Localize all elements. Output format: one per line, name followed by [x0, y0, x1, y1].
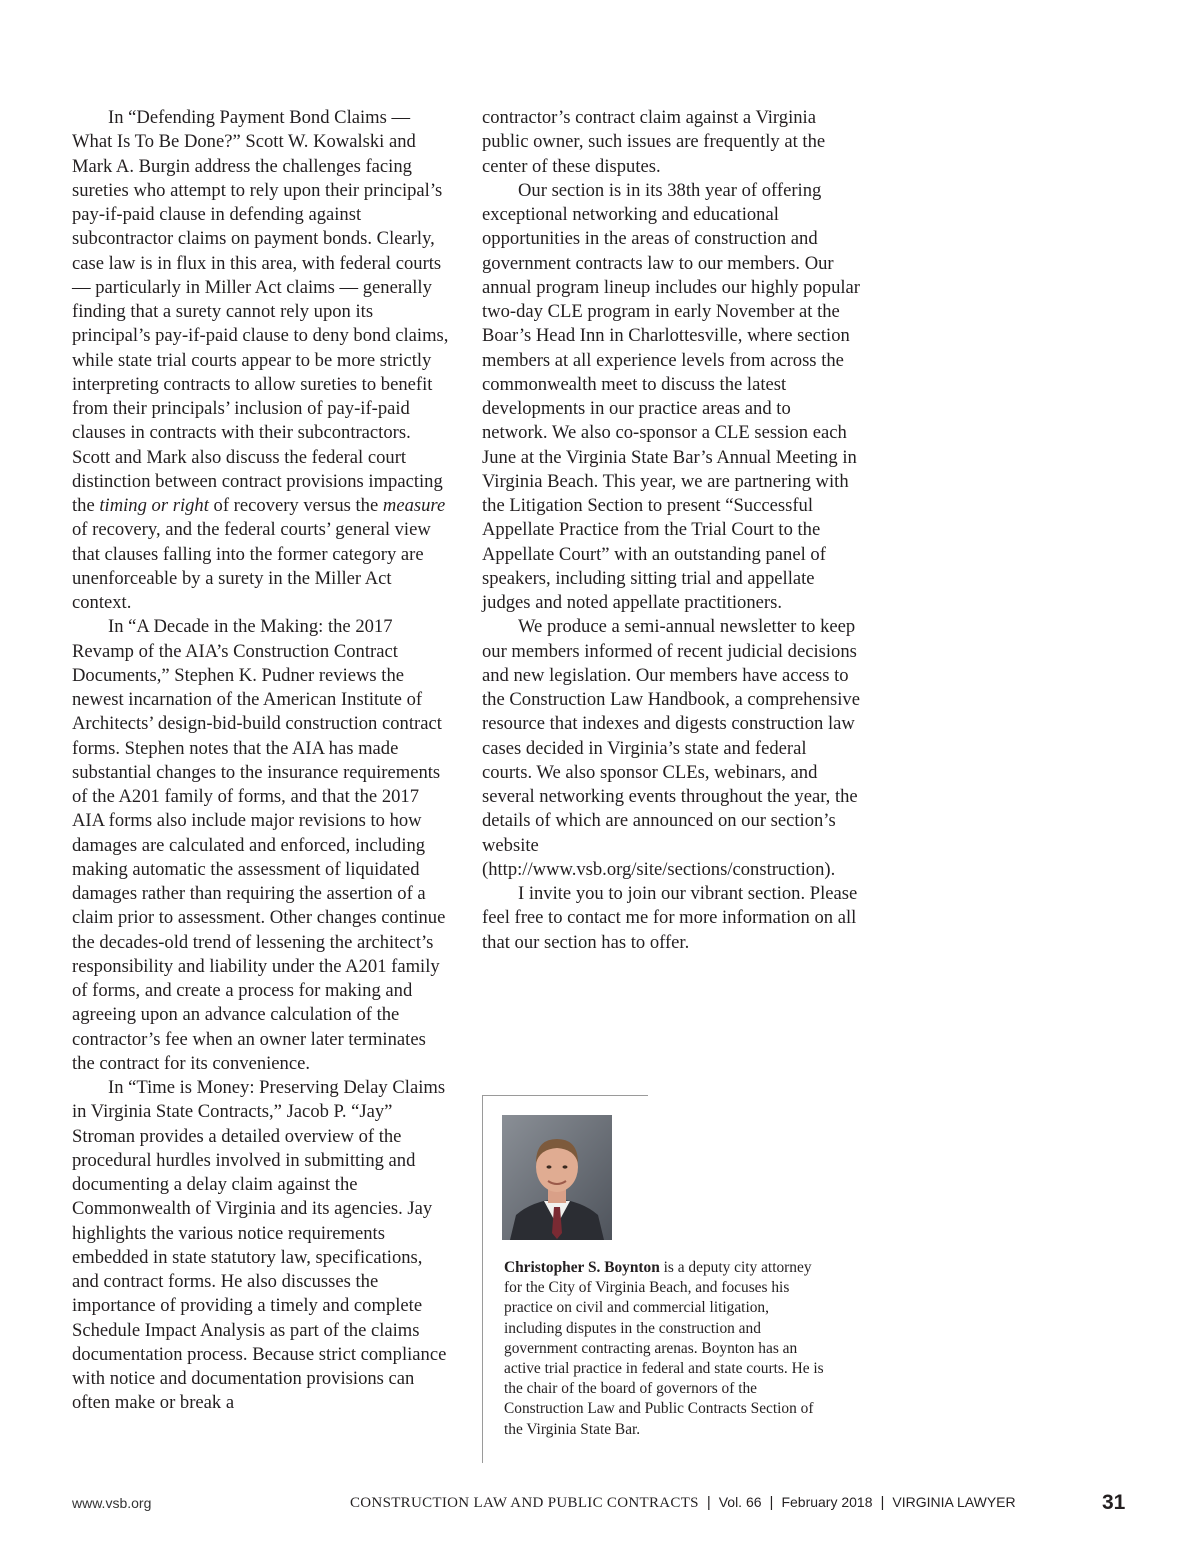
author-bio-text: is a deputy city attorney for the City of Virginia Beach, and focuses his practice on civil and commercial litigation, including disputes in the construction and government contracting arenas. Boynton has an active trial practice in federal and state courts. He is the chair of the board of governors of the Construction Law and Public Contracts Section of the Virginia State Bar.	[504, 1259, 824, 1438]
footer-volume: Vol. 66	[718, 1494, 762, 1510]
paragraph-aia-revamp: In “A Decade in the Making: the 2017 Revamp of the AIA’s Construction Contract Documents,” Stephen K. Pudner reviews the newest incarnation of the American Institute of Architects’ design-bid-build construction contract forms. Stephen notes that the AIA has made substantial changes to the insurance requirements of the A201 family of forms, and that the 2017 AIA forms also include major revisions to how damages are calculated and enforced, including making automatic the assessment of liquidated damages rather than requiring the assertion of a claim prior to assessment. Other changes continue the decades-old trend of lessening the architect’s responsibility and liability under the A201 family of forms, and create a process for making and agreeing upon an advance calculation of the contractor’s fee when an owner later terminates the contract for its convenience.	[72, 616, 446, 1074]
page-footer	[0, 1492, 1200, 1522]
bio-top-rule	[483, 1095, 648, 1096]
author-bio	[504, 1258, 824, 1440]
footer-separator: |	[880, 1494, 885, 1511]
left-column	[72, 106, 450, 1416]
footer-running-title	[350, 1494, 1016, 1512]
author-bio-box	[482, 1095, 823, 1463]
paragraph-continued: contractor’s contract claim against a Virginia public owner, such issues are frequently at the center of these disputes.	[482, 107, 826, 177]
right-column	[482, 106, 860, 955]
paragraph-defending-payment-bond: In “Defending Payment Bond Claims — What Is To Be Done?” Scott W. Kowalski and Mark A. Burgin address the challenges facing sureties who attempt to rely upon their principal’s pay-if-paid clause in defending against subcontractor claims on payment bonds. Clearly, case law is in flux in this area, with federal courts — particularly in Miller Act claims — generally finding that a surety cannot rely upon its principal’s pay-if-paid clause to deny bond claims, while state trial courts appear to be more strictly interpreting contracts to allow sureties to benefit from their principals’ inclusion of pay-if-paid clauses in contracts with their subcontractors. Scott and Mark also discuss the federal court distinction between contract provisions impacting the timing or right of recovery versus the measure of recovery, and the federal courts’ general view that clauses falling into the former category are unenforceable by a surety in the Miller Act context.	[72, 107, 449, 613]
footer-section: CONSTRUCTION LAW AND PUBLIC CONTRACTS	[350, 1495, 699, 1511]
paragraph-invitation: I invite you to join our vibrant section. Please feel free to contact me for more information on all that our section has to offer.	[482, 883, 858, 953]
emphasis-measure: measure	[382, 495, 446, 516]
emphasis-timing-or-right: timing or right	[99, 495, 209, 516]
author-name: Christopher S. Boynton	[504, 1259, 660, 1276]
footer-separator: |	[706, 1494, 711, 1511]
author-photo	[502, 1115, 612, 1240]
paragraph-section-overview: Our section is in its 38th year of offering exceptional networking and educational opportunities in the areas of construction and government contracts law to our members. Our annual program lineup includes our highly popular two-day CLE program in early November at the Boar’s Head Inn in Charlottesville, where section members at all experience levels from across the commonwealth meet to discuss the latest developments in our practice areas and to network. We also co-sponsor a CLE session each June at the Virginia State Bar’s Annual Meeting in Virginia Beach. This year, we are partnering with the Litigation Section to present “Successful Appellate Practice from the Trial Court to the Appellate Court” with an outstanding panel of speakers, including sitting trial and appellate judges and noted appellate practitioners.	[482, 179, 860, 613]
footer-date: February 2018	[781, 1494, 873, 1510]
page-number: 31	[1102, 1491, 1126, 1514]
paragraph-newsletter: We produce a semi-annual newsletter to keep our members informed of recent judicial decisions and new legislation. Our members have access to the Construction Law Handbook, a comprehensive resource that indexes and digests construction law cases decided in Virginia’s state and federal courts. We also sponsor CLEs, webinars, and several networking events throughout the year, the details of which are announced on our section’s website (http://www.vsb.org/site/sections/construction).	[482, 616, 860, 880]
paragraph-time-is-money: In “Time is Money: Preserving Delay Claims in Virginia State Contracts,” Jacob P. “Jay” Stroman provides a detailed overview of the procedural hurdles involved in submitting and documenting a delay claim against the Commonwealth of Virginia and its agencies. Jay highlights the various notice requirements embedded in state statutory law, specifications, and contract forms. He also discusses the importance of providing a timely and complete Schedule Impact Analysis as part of the claims documentation process. Because strict compliance with notice and documentation provisions can often make or break a	[72, 1077, 447, 1414]
footer-magazine: VIRGINIA LAWYER	[892, 1494, 1016, 1510]
footer-separator: |	[769, 1494, 774, 1511]
footer-url: www.vsb.org	[72, 1495, 152, 1511]
